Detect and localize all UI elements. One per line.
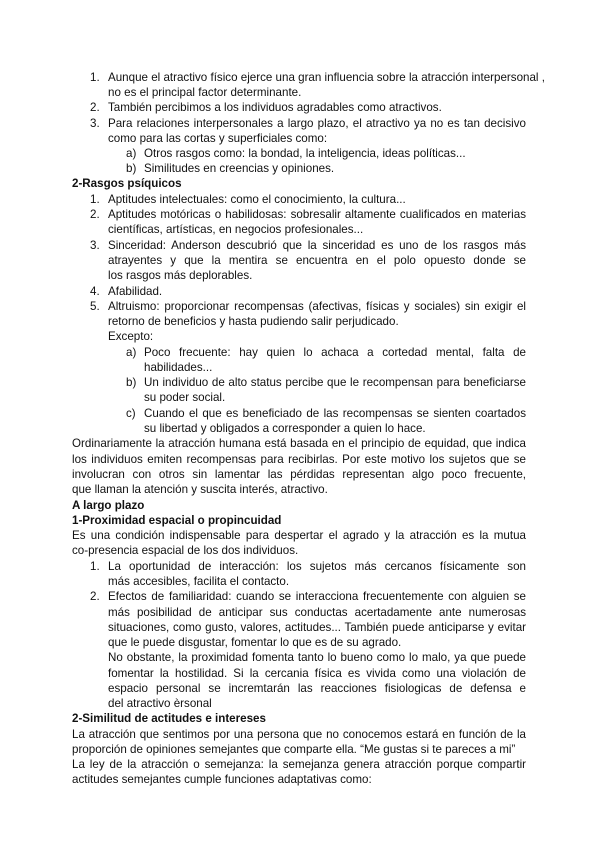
- sublist-item-text: Otros rasgos como: la bondad, la inteligencia, ideas políticas...: [144, 147, 466, 160]
- paragraph-line: actitudes semejantes cumple funciones adaptativas como:: [72, 773, 372, 786]
- list-item-text: fomentar la hostilidad. Si la cercania física es vivida como una violación de: [108, 667, 526, 680]
- list-item-text: más posibilidad de anticipar sus conductas acertadamente ante numerosas: [108, 606, 526, 619]
- paragraph-line: proporción de opiniones semejantes que comparte ella. “Me gustas si te pareces a mi”: [72, 743, 516, 756]
- list-item-text: científicas, artísticas, en negocios profesionales...: [108, 223, 364, 236]
- sublist-item-text: Similitudes en creencias y opiniones.: [144, 162, 335, 175]
- list-number: 2.: [90, 101, 100, 114]
- list-number: 3.: [90, 239, 100, 252]
- list-item-text: atrayentes y que la mentira se encuentra en el polo opuesto donde se: [108, 254, 526, 267]
- list-number: 2.: [90, 208, 100, 221]
- section-heading: A largo plazo: [72, 499, 145, 512]
- list-item-text: La oportunidad de interacción: los sujetos más cercanos físicamente son: [108, 560, 526, 573]
- list-item-text: Afabilidad.: [108, 285, 163, 298]
- list-item-text: No obstante, la proximidad fomenta tanto lo bueno como lo malo, ya que puede: [108, 651, 526, 664]
- list-item-text: Aptitudes intelectuales: como el conocimiento, la cultura...: [108, 193, 406, 206]
- list-item-text: Aunque el atractivo físico ejerce una gran influencia sobre la atracción interpersonal ,: [108, 71, 545, 84]
- paragraph-line: co-presencia espacial de los dos individuos.: [72, 544, 299, 557]
- sublist-item-text: Un individuo de alto status percibe que le recompensan para beneficiarse: [144, 376, 526, 389]
- list-item-text: no es el principal factor determinante.: [108, 86, 302, 99]
- paragraph-line: involucran con otros sin lamentar las pérdidas representan algo poco frecuente,: [72, 468, 526, 481]
- list-item-text: del atractivo èrsonal: [108, 697, 212, 710]
- list-item-text: como para las cortas y superficiales como:: [108, 132, 328, 145]
- sublist-item-text: su libertad y obligados a corresponder a quien lo hace.: [144, 422, 426, 435]
- list-item-text: Para relaciones interpersonales a largo plazo, el atractivo ya no es tan decisivo: [108, 117, 526, 130]
- list-item-text: que le puede disgustar, fomentar lo que es de su agrado.: [108, 636, 402, 649]
- section-heading: 2-Rasgos psíquicos: [72, 177, 182, 190]
- paragraph-line: Ordinariamente la atracción humana está basada en el principio de equidad, que indica: [72, 437, 526, 450]
- sublist-item-text: habilidades...: [144, 361, 213, 374]
- section-heading: 1-Proximidad espacial o propincuidad: [72, 514, 282, 527]
- list-number: 1.: [90, 560, 100, 573]
- list-number: 5.: [90, 300, 100, 313]
- paragraph-line: La ley de la atracción o semejanza: la semejanza genera atracción porque compartir: [72, 758, 526, 771]
- list-item-text: Sinceridad: Anderson descubrió que la sinceridad es uno de los rasgos más: [108, 239, 526, 252]
- list-number: 1.: [90, 193, 100, 206]
- list-item-text: espacio personal se incremtarán las reacciones fisiologicas de defensa e: [108, 682, 526, 695]
- list-item-text: Aptitudes motóricas o habilidosas: sobresalir altamente cualificados en materias: [108, 208, 526, 221]
- list-item-text: También percibimos a los individuos agradables como atractivos.: [108, 101, 442, 114]
- paragraph-line: Es una condición indispensable para despertar el agrado y la atracción es la mutua: [72, 529, 526, 542]
- list-number: 1.: [90, 71, 100, 84]
- sublist-letter: a): [126, 346, 137, 359]
- section-heading: 2-Similitud de actitudes e intereses: [72, 712, 266, 725]
- list-item-text: retorno de beneficios y hasta pudiendo salir perjudicado.: [108, 315, 399, 328]
- list-number: 4.: [90, 285, 100, 298]
- sublist-item-text: Cuando el que es beneficiado de las recompensas se sienten coartados: [144, 407, 526, 420]
- sublist-letter: b): [126, 162, 137, 175]
- paragraph-line: La atracción que sentimos por una persona que no conocemos estará en función de la: [72, 728, 526, 741]
- paragraph-line: los individuos emiten recompensas para recibirlas. Por este motivo los sujetos que se: [72, 453, 526, 466]
- list-number: 3.: [90, 117, 100, 130]
- sublist-letter: b): [126, 376, 137, 389]
- paragraph-line: que llaman la atención y suscita interés, atractivo.: [72, 483, 328, 496]
- sublist-item-text: Poco frecuente: hay quien lo achaca a cortedad mental, falta de: [144, 346, 526, 359]
- list-item-text: Efectos de familiaridad: cuando se interacciona frecuentemente con alguien se: [108, 590, 526, 603]
- list-item-text: los rasgos más deplorables.: [108, 269, 253, 282]
- sublist-item-text: su poder social.: [144, 391, 226, 404]
- list-item-text: más accesibles, facilita el contacto.: [108, 575, 290, 588]
- sublist-letter: a): [126, 147, 137, 160]
- sublist-letter: c): [126, 407, 136, 420]
- list-item-text: situaciones, como gusto, valores, actitudes... También puede anticiparse y evitar: [108, 621, 526, 634]
- list-number: 2.: [90, 590, 100, 603]
- list-item-text: Altruismo: proporcionar recompensas (afectivas, físicas y sociales) sin exigir el: [108, 300, 526, 313]
- excepto-label: Excepto:: [108, 330, 154, 343]
